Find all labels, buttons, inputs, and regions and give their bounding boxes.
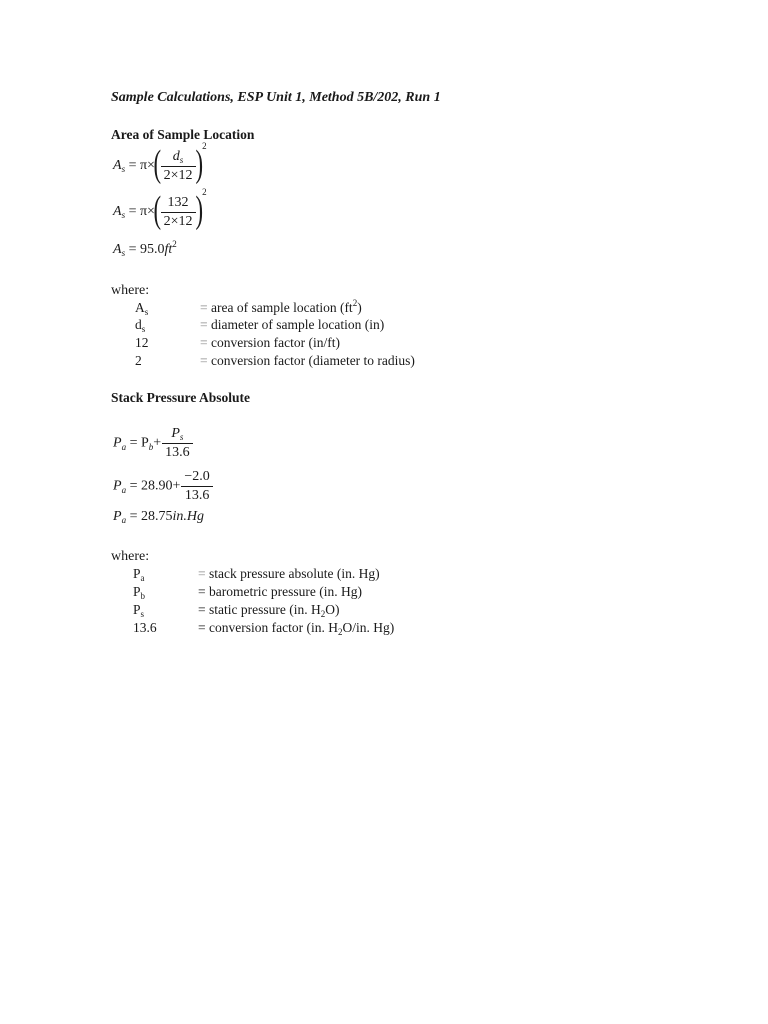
left-paren: ( <box>153 143 162 185</box>
eq-unit: ft <box>164 242 173 257</box>
area-equation-1 <box>113 141 207 185</box>
definition-symbol: $P_a$ <box>133 566 145 583</box>
eq-lhs: A <box>113 204 122 220</box>
fraction-numerator: −2.0 <box>181 468 212 487</box>
fraction-numerator: 132 <box>161 194 196 213</box>
eq-rel: = P <box>129 435 149 451</box>
pressure-equation-3 <box>113 509 204 525</box>
definition-text: = stack pressure absolute (in. Hg) <box>198 566 380 581</box>
definition-text: = barometric pressure (in. Hg) <box>198 584 362 599</box>
eq-rel: = 28.75 <box>129 509 173 524</box>
definition-symbol: 12 <box>135 335 149 350</box>
fraction-numerator <box>161 148 196 167</box>
pressure-where-label: where: <box>111 549 150 564</box>
definition-symbol: $P_s$ <box>133 602 145 619</box>
fraction-denominator: 2×12 <box>163 213 193 229</box>
fraction-denominator: 2×12 <box>163 167 193 183</box>
eq-rel-sub: b <box>148 441 154 452</box>
exponent: 2 <box>202 141 207 152</box>
eq-rel: = π× <box>128 204 155 220</box>
eq-plus: + <box>153 435 162 451</box>
definition-text: = static pressure (in. $H_2O$) <box>198 602 340 619</box>
definition-symbol: $P_b$ <box>133 584 146 601</box>
eq-rel: = 95.0 <box>128 242 165 257</box>
eq-rel: = 28.90+ <box>129 478 181 494</box>
eq-lhs-sub: s <box>121 210 126 221</box>
definition-text: = conversion factor (in/ft) <box>200 335 340 350</box>
definition-text: = conversion factor (diameter to radius) <box>200 353 415 368</box>
area-equation-2 <box>113 187 207 231</box>
area-equation-3 <box>113 239 177 258</box>
eq-lhs-sub: a <box>121 515 127 525</box>
eq-lhs-sub: s <box>121 248 126 258</box>
eq-lhs-sub: a <box>121 441 127 452</box>
fraction-denominator: 13.6 <box>165 445 190 460</box>
exponent: 2 <box>202 187 207 198</box>
fraction <box>181 468 212 505</box>
definition-symbol: $A_s$ <box>135 300 149 317</box>
definition-text: = diameter of sample location (in) <box>200 317 385 332</box>
eq-lhs: P <box>113 435 122 451</box>
eq-lhs: A <box>113 158 122 174</box>
pressure-equation-1 <box>113 425 194 462</box>
fraction-numerator <box>162 425 193 444</box>
eq-lhs: P <box>113 478 122 494</box>
eq-lhs-sub: a <box>121 484 127 495</box>
right-paren: ) <box>195 189 203 231</box>
eq-lhs: P <box>113 509 122 524</box>
definition-text: = area of sample location $(ft^2)$ <box>200 298 362 315</box>
numerator-sub: s <box>179 432 184 442</box>
right-paren: ) <box>195 143 203 185</box>
fraction <box>161 194 196 231</box>
fraction <box>162 425 193 462</box>
eq-unit-exp: 2 <box>172 239 177 249</box>
eq-lhs-sub: s <box>121 164 126 175</box>
left-paren: ( <box>153 189 162 231</box>
eq-unit: in.Hg <box>172 509 204 524</box>
eq-lhs: A <box>113 242 122 257</box>
numerator-symbol: P <box>171 426 180 441</box>
numerator-sub: s <box>179 154 184 165</box>
definition-symbol: 2 <box>135 353 142 368</box>
pressure-heading: Stack Pressure Absolute <box>111 390 251 405</box>
eq-rel: = π× <box>128 158 155 174</box>
definition-text: = conversion factor (in. $H_2O/in$. Hg) <box>198 620 395 637</box>
area-where-label: where: <box>111 283 150 298</box>
page-title: Sample Calculations, ESP Unit 1, Method 5B/202, Run 1 <box>111 90 441 105</box>
numerator-symbol: d <box>172 148 180 164</box>
definition-symbol: $d_s$ <box>135 317 146 334</box>
definition-symbol: 13.6 <box>133 620 157 635</box>
fraction <box>161 148 196 185</box>
area-heading: Area of Sample Location <box>111 127 255 142</box>
fraction-denominator: 13.6 <box>184 488 210 503</box>
pressure-equation-2 <box>113 468 214 505</box>
